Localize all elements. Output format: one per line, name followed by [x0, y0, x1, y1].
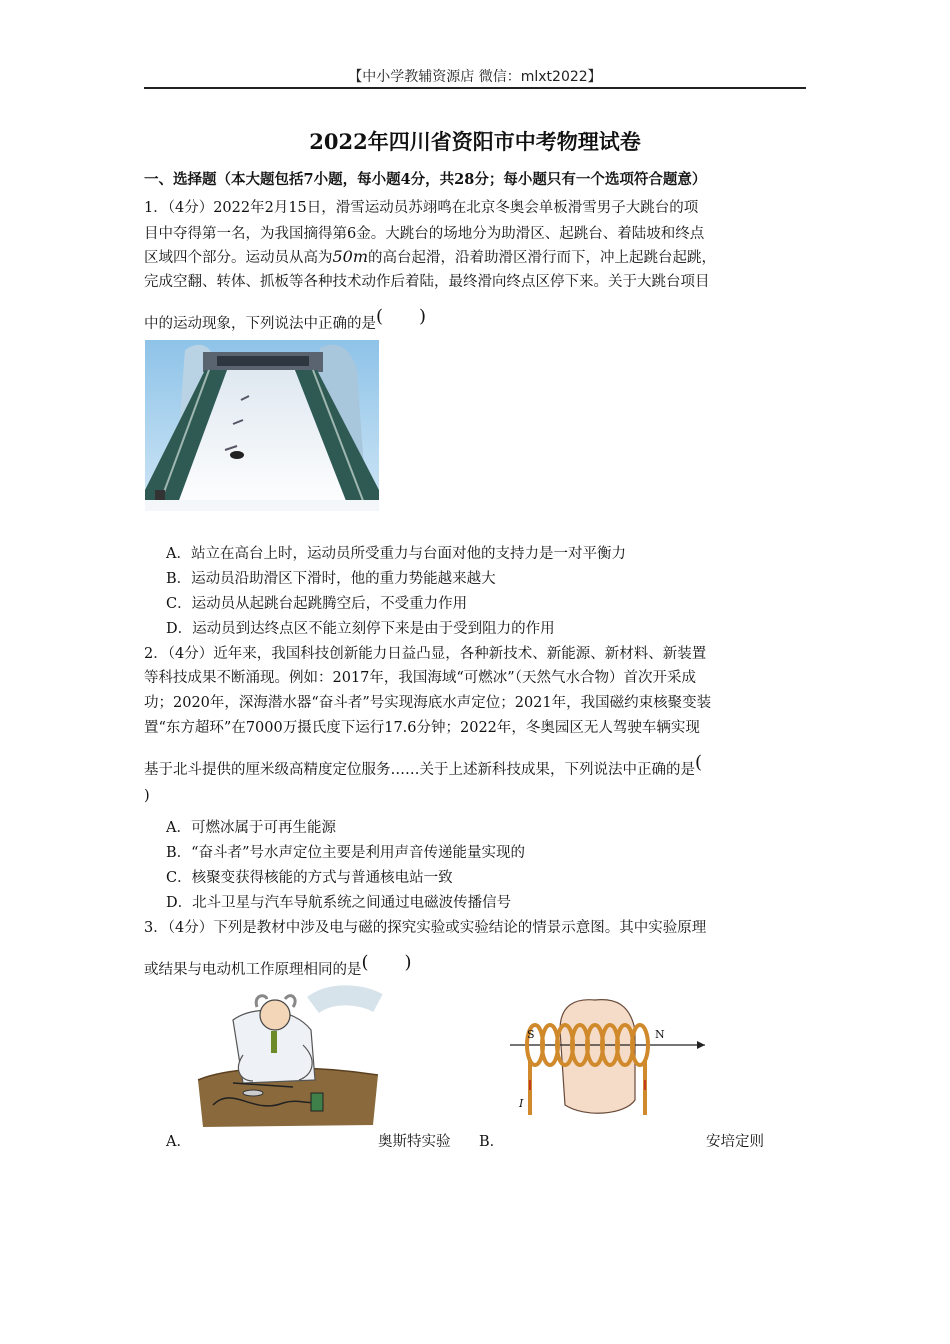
q2-line-4: 置“东方超环”在7000万摄氏度下运行17.6分钟；2022年，冬奥园区无人驾驶车辆实现 — [144, 720, 700, 736]
q2-option-a: A．可燃冰属于可再生能源 — [166, 820, 336, 836]
header-divider — [144, 87, 806, 89]
q2-paren-close: ) — [144, 788, 150, 804]
q1-height-value: 50m — [332, 247, 369, 266]
q3-option-a-caption: 奥斯特实验 — [378, 1134, 451, 1150]
q3-line-1: 3．（4分）下列是教材中涉及电与磁的探究实验或实验结论的情景示意图。其中实验原理 — [144, 920, 707, 936]
q2-option-c: C．核聚变获得核能的方式与普通核电站一致 — [166, 870, 453, 886]
q2-option-d: D．北斗卫星与汽车导航系统之间通过电磁波传播信号 — [166, 895, 512, 911]
q2-line-2: 等科技成果不断涌现。例如：2017年，我国海域“可燃冰”（天然气水合物）首次开采成 — [144, 670, 696, 686]
section-heading: 一、选择题（本大题包括7小题，每小题4分，共28分；每小题只有一个选项符合题意） — [144, 171, 707, 188]
q1-line-3b: 的高台起滑，沿着助滑区滑行而下，冲上起跳台起跳， — [368, 250, 717, 266]
q1-option-a: A．站立在高台上时，运动员所受重力与台面对他的支持力是一对平衡力 — [166, 546, 626, 562]
q1-option-c: C．运动员从起跳台起跳腾空后，不受重力作用 — [166, 596, 468, 612]
page-header: 【中小学教辅资源店 微信：mlxt2022】 — [348, 69, 602, 85]
q2-line-3: 功；2020年，深海潜水器“奋斗者”号实现海底水声定位；2021年，我国磁约束核聚变装 — [144, 695, 712, 711]
q3-stem-end: 或结果与电动机工作原理相同的是 — [144, 962, 362, 978]
q1-option-d: D．运动员到达终点区不能立刻停下来是由于受到阻力的作用 — [166, 621, 555, 637]
q2-line-1: 2．（4分）近年来，我国科技创新能力日益凸显，各种新技术、新能源、新材料、新装置 — [144, 646, 707, 662]
q1-option-b: B．运动员沿助滑区下滑时，他的重力势能越来越大 — [166, 571, 496, 587]
q3-answer-paren: ( ) — [361, 952, 412, 973]
q3-line-2 — [144, 954, 412, 980]
q1-stem-end: 中的运动现象，下列说法中正确的是 — [144, 316, 376, 332]
ampere-rule-figure — [505, 990, 715, 1120]
q2-line-5 — [144, 752, 703, 779]
q2-paren-open: ( — [695, 752, 703, 773]
ski-jump-photo — [145, 340, 379, 511]
q1-line-2: 目中夺得第一名，为我国摘得第6金。大跳台的场地分为助滑区、起跳台、着陆坡和终点 — [144, 226, 705, 242]
q1-line-1: 1．（4分）2022年2月15日，滑雪运动员苏翊鸣在北京冬奥会单板滑雪男子大跳台的项 — [144, 200, 699, 216]
q3-option-b-caption: 安培定则 — [706, 1134, 764, 1150]
page-title: 2022年四川省资阳市中考物理试卷 — [309, 129, 641, 154]
q1-answer-paren: ( ) — [376, 306, 427, 327]
q1-line-5 — [144, 308, 426, 334]
q3-option-b-label: B． — [479, 1134, 505, 1150]
q2-stem-end: 基于北斗提供的厘米级高精度定位服务……关于上述新科技成果，下列说法中正确的是 — [144, 762, 695, 778]
oersted-experiment-figure — [193, 985, 383, 1130]
q2-option-b: B．“奋斗者”号水声定位主要是利用声音传递能量实现的 — [166, 845, 525, 861]
figure-b-n-label: N — [655, 1028, 665, 1041]
q1-line-3a: 区域四个部分。运动员从高为 — [144, 250, 333, 266]
figure-b-current-label: I — [519, 1097, 524, 1110]
q1-line-3 — [144, 246, 716, 267]
q1-line-4: 完成空翻、转体、抓板等各种技术动作后着陆，最终滑向终点区停下来。关于大跳台项目 — [144, 274, 710, 290]
q3-option-a-label: A． — [166, 1134, 191, 1150]
figure-b-s-label: S — [527, 1028, 535, 1041]
